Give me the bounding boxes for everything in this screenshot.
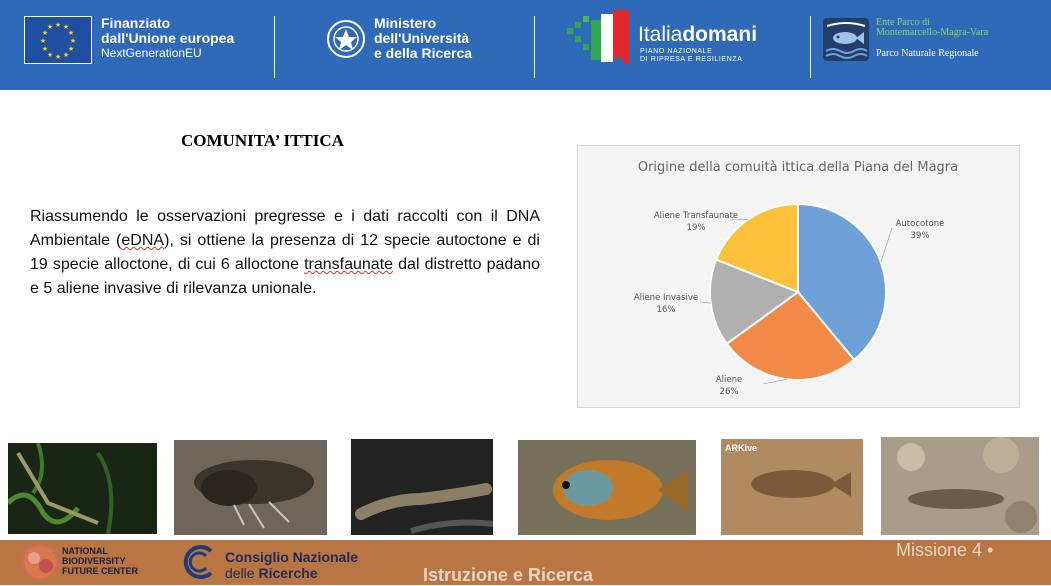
pie-slice-label: Aliene (715, 375, 743, 385)
arkive-watermark: ARKive (725, 443, 758, 453)
svg-text:★: ★ (67, 46, 75, 53)
goby-photo (881, 437, 1039, 535)
svg-text:★: ★ (62, 52, 70, 59)
cnr-text (225, 549, 358, 581)
pie-slice-value: 16% (656, 305, 676, 315)
header-bar (0, 0, 1051, 90)
section-title: COMUNITA’ ITTICA (181, 131, 344, 150)
svg-text:★: ★ (46, 52, 54, 59)
paragraph-part: dal distretto padano e 5 aliene invasive di rilevanza unionale. (30, 256, 540, 297)
brand-italia: Italia (638, 23, 683, 46)
eu-line3: NextGenerationEU (101, 46, 202, 60)
footer-subtitle: Istruzione e Ricerca (423, 565, 594, 585)
chart-title: Origine della comuità ittica della Piana del Magra (637, 160, 959, 175)
nbfc-text (62, 546, 138, 576)
header-divider (810, 16, 811, 78)
paragraph-spellcheck-word: eDNA (121, 232, 165, 249)
svg-text:★: ★ (54, 54, 62, 61)
italiadomani-flag-icon (565, 10, 633, 66)
svg-text:★: ★ (39, 38, 47, 45)
paragraph-part: Riassumendo le osservazioni pregresse e i dati raccolti con il DNA Ambientale ( (30, 208, 540, 249)
parco-ente-text (876, 18, 988, 38)
eu-funding-text (101, 16, 234, 61)
republic-seal-icon (326, 19, 366, 59)
pie-slice-value: 19% (686, 223, 706, 233)
paragraph-part: ), si ottiene la presenza di 12 specie autoctone e di 19 specie alloctone, di cui 6 alloctone (30, 232, 540, 273)
mur-text (374, 16, 472, 61)
pie-slice-label: Aliene Transfaunate (653, 211, 739, 221)
mission-label: Missione 4 • (896, 540, 994, 560)
svg-text:★: ★ (41, 30, 49, 37)
eu-line1: Finanziato (101, 15, 171, 31)
mur-line2: dell'Università (374, 30, 470, 46)
svg-text:★: ★ (69, 38, 77, 45)
svg-text:★: ★ (67, 30, 75, 37)
pnrr-subtitle (640, 48, 743, 64)
mur-line1: Ministero (374, 15, 437, 31)
minnow-photo (721, 439, 863, 535)
nbfc-line3: FUTURE CENTER (62, 566, 138, 576)
pie-leader-line (763, 379, 787, 384)
svg-text:★: ★ (54, 22, 62, 29)
header-divider (274, 16, 275, 78)
nbfc-logo-icon (22, 544, 58, 580)
pie-slice-value: 26% (719, 387, 739, 397)
svg-text:★: ★ (46, 24, 54, 31)
summary-paragraph (30, 205, 540, 301)
footer-bar (0, 540, 1051, 585)
pipefish-photo (8, 443, 157, 534)
svg-text:★: ★ (41, 46, 49, 53)
cnr-logo-icon (181, 543, 219, 581)
eel-photo (351, 439, 493, 535)
sunfish-photo (518, 440, 696, 535)
mur-line3: e della Ricerca (374, 45, 473, 61)
pnrr-line1: PIANO NAZIONALE (640, 48, 713, 55)
nbfc-line2: BIODIVERSITY (62, 556, 126, 566)
pie-slice-label: Aliene Invasive (633, 293, 699, 303)
pnrr-line2: DI RIPRESA E RESILIENZA (640, 56, 743, 63)
nbfc-line1: NATIONAL (62, 546, 108, 556)
catfish-photo (174, 440, 327, 535)
pie-slice-label: Autocotone (895, 219, 945, 229)
italiadomani-brand (638, 24, 757, 46)
parco-line1: Ente Parco di (876, 17, 930, 28)
brand-domani: domani (682, 23, 758, 46)
header-divider (534, 16, 535, 78)
fish-logo-icon (823, 18, 869, 61)
eu-flag-icon (24, 16, 92, 64)
pie-slice-value: 39% (910, 231, 930, 241)
cnr-line2b: Ricerche (258, 565, 318, 581)
paragraph-spellcheck-word: transfaunate (304, 256, 394, 273)
cnr-line1: Consiglio Nazionale (225, 549, 359, 565)
cnr-line2a: delle (225, 565, 259, 581)
pie-chart (577, 145, 1020, 408)
pie-leader-line (881, 228, 892, 262)
parco-line2: Montemarcello-Magra-Vara (876, 27, 989, 38)
eu-line2: dall'Unione europea (101, 30, 235, 46)
parco-line3: Parco Naturale Regionale (876, 48, 979, 59)
pie-chart-svg (578, 146, 1019, 407)
pie-leader-line (700, 302, 711, 303)
svg-text:★: ★ (62, 24, 70, 31)
